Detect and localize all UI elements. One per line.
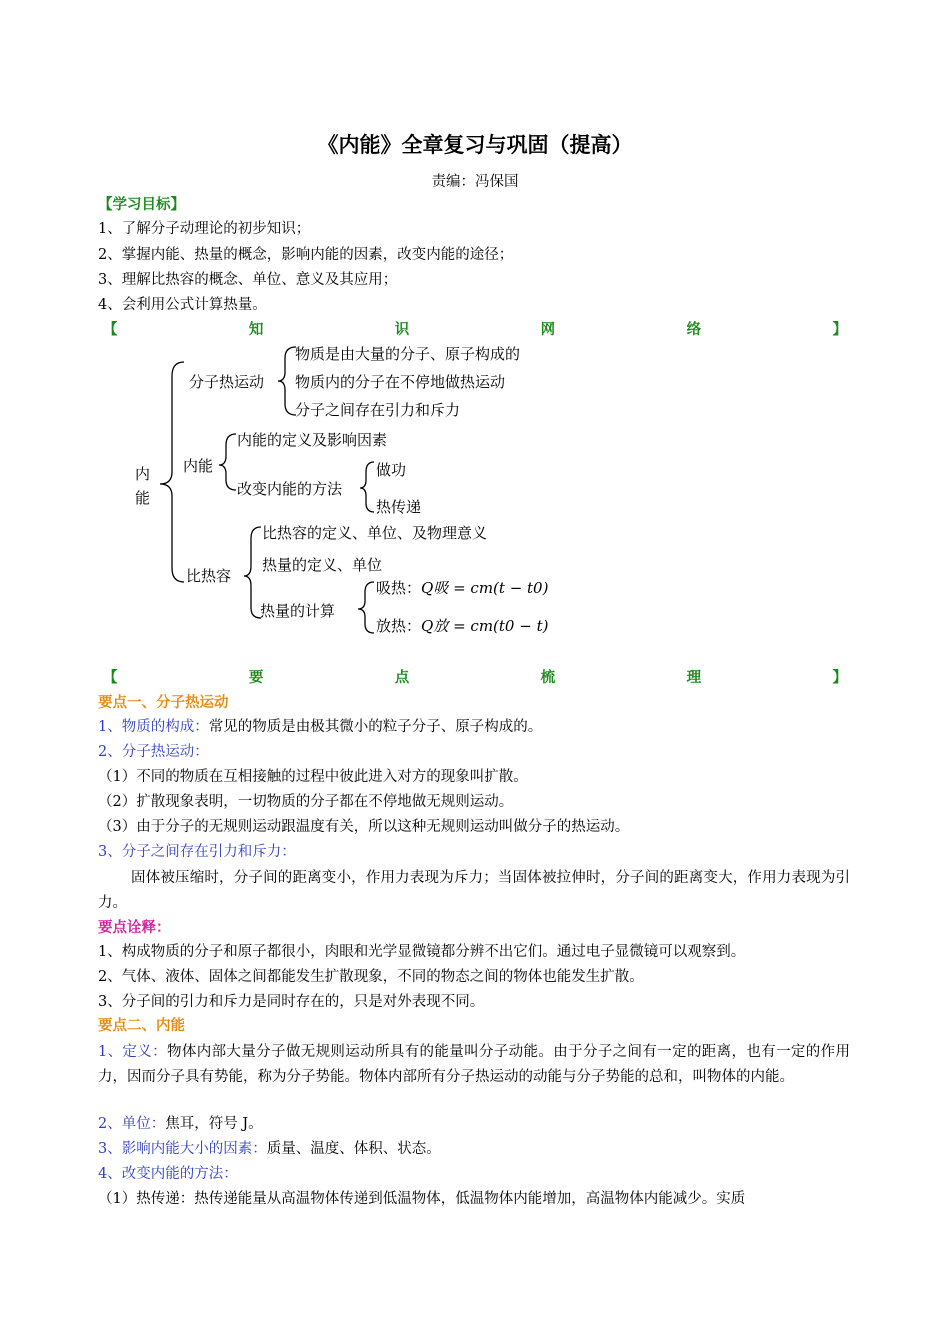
point1-title: 要点一、分子热运动 [98, 694, 229, 711]
note-item: 1、构成物质的分子和原子都很小，肉眼和光学显微镜都分辨不出它们。通过电子显微镜可以观察到。 [98, 944, 746, 960]
absorb-heat-row [376, 578, 548, 598]
notes-title: 要点诠释： [98, 919, 171, 936]
heading-char: 【 [103, 669, 118, 686]
branch-specific-heat: 比热容 [186, 567, 232, 585]
note-item: 2、气体、液体、固体之间都能发生扩散现象，不同的物态之间的物体也能发生扩散。 [98, 969, 644, 985]
mind-root: 内 能 [135, 465, 151, 507]
branch2-item: 内能的定义及影响因素 [237, 431, 388, 449]
point1-s1 [98, 717, 542, 737]
section-label: 1、物质的构成： [98, 719, 209, 735]
branch2-sub: 做功 [376, 461, 407, 479]
branch2-sub: 热传递 [376, 498, 422, 516]
section-text: 常见的物质是由极其微小的粒子分子、原子构成的。 [208, 719, 543, 735]
branch3-item: 热量的计算 [260, 602, 336, 620]
heading-char: 识 [394, 321, 410, 338]
branch3-item: 热量的定义、单位 [262, 556, 383, 574]
point2-s4-label: 4、改变内能的方法： [98, 1166, 238, 1182]
release-label: 放热： [376, 617, 422, 635]
heading-char: 】 [832, 321, 847, 338]
section-text: 质量、温度、体积、状态。 [266, 1141, 441, 1157]
objective-item: 2、掌握内能、热量的概念，影响内能的因素，改变内能的途径； [98, 247, 514, 263]
heading-char: 理 [686, 669, 702, 686]
point1-s2-item: （3）由于分子的无规则运动跟温度有关，所以这种无规则运动叫做分子的热运动。 [98, 819, 630, 835]
point2-s4-item: （1）热传递：热传递能量从高温物体传递到低温物体，低温物体内能增加，高温物体内能减少。实质 [98, 1191, 746, 1207]
keypoints-heading [103, 668, 847, 688]
point2-title: 要点二、内能 [98, 1017, 185, 1034]
section-text: 物体内部大量分子做无规则运动所具有的能量叫分子动能。由于分子之间有一定的距离，也有一定的作用力，因而分子具有势能，称为分子势能。物体内部所有分子热运动的动能与分子势能的总和，叫物体的内能。 [98, 1044, 851, 1085]
heading-char: 】 [832, 669, 847, 686]
point2-s2 [98, 1114, 263, 1134]
heading-char: 点 [394, 669, 410, 686]
point1-s2-item: （1）不同的物质在互相接触的过程中彼此进入对方的现象叫扩散。 [98, 769, 528, 785]
absorb-label: 吸热： [376, 579, 422, 597]
objectives-heading: 【学习目标】 [98, 196, 185, 213]
release-formula: Q放 = cm(t0 − t) [421, 617, 549, 635]
heading-char: 网 [540, 321, 556, 338]
section-label: 1、定义： [98, 1044, 168, 1060]
note-item: 3、分子间的引力和斥力是同时存在的，只是对外表现不同。 [98, 994, 485, 1010]
branch-internal-energy: 内能 [183, 457, 214, 475]
release-heat-row [376, 616, 548, 636]
section-label: 2、单位： [98, 1116, 166, 1132]
point1-s3-text: 固体被压缩时，分子间的距离变小，作用力表现为斥力；当固体被拉伸时，分子间的距离变大，作用力表现为引力。 [98, 870, 850, 911]
objective-item: 4、会利用公式计算热量。 [98, 297, 267, 313]
branch1-item: 分子之间存在引力和斥力 [295, 401, 461, 419]
editor-line: 责编：冯保国 [431, 174, 519, 190]
point2-s1 [98, 1040, 850, 1089]
heading-char: 【 [103, 321, 118, 338]
section-text: 焦耳，符号 J。 [165, 1116, 263, 1132]
page-title: 《内能》全章复习与巩固（提高） [317, 132, 633, 157]
branch2-item: 改变内能的方法 [237, 480, 343, 498]
branch-molecular-motion: 分子热运动 [189, 373, 265, 391]
heading-char: 知 [248, 321, 264, 338]
heading-char: 要 [248, 669, 264, 686]
objective-item: 1、了解分子动理论的初步知识； [98, 221, 311, 237]
section-label: 3、影响内能大小的因素： [98, 1141, 267, 1157]
heading-char: 梳 [540, 669, 556, 686]
point1-s3-label: 3、分子之间存在引力和斥力： [98, 844, 296, 860]
heading-char: 络 [686, 321, 702, 338]
branch1-item: 物质是由大量的分子、原子构成的 [295, 345, 521, 363]
branch3-item: 比热容的定义、单位、及物理意义 [262, 524, 488, 542]
branch1-item: 物质内的分子在不停地做热运动 [295, 373, 506, 391]
point2-s3 [98, 1139, 441, 1159]
absorb-formula: Q吸 = cm(t − t0) [421, 579, 549, 597]
point1-s2-item: （2）扩散现象表明，一切物质的分子都在不停地做无规则运动。 [98, 794, 514, 810]
objective-item: 3、理解比热容的概念、单位、意义及其应用； [98, 272, 398, 288]
point1-s2-label: 2、分子热运动： [98, 744, 209, 760]
